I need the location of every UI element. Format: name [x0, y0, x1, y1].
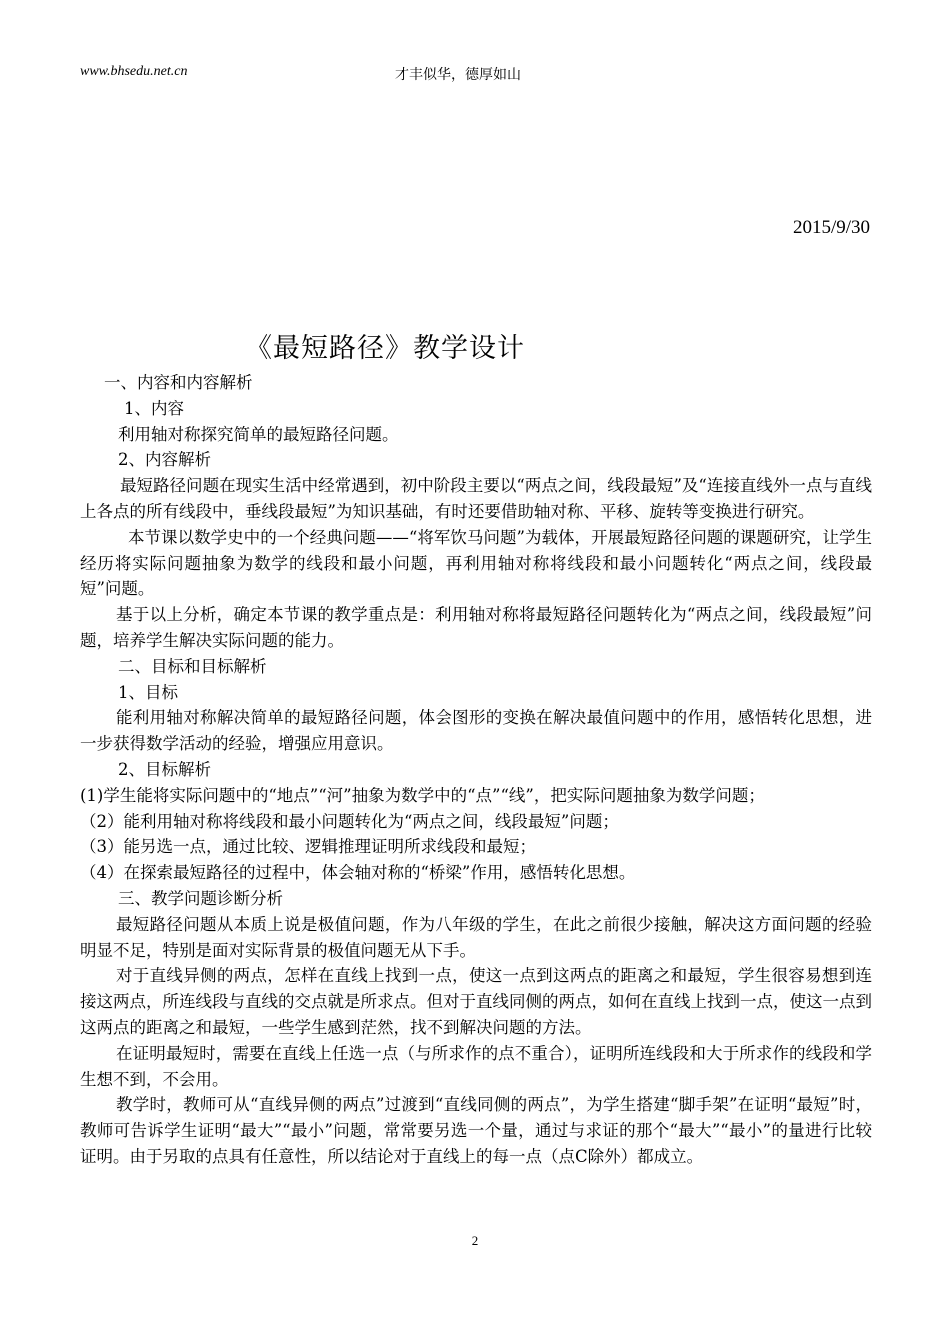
section-1-2-heading: 2、内容解析 — [118, 450, 211, 470]
section-1-heading: 一、内容和内容解析 — [104, 373, 253, 392]
section-1-2-paragraph-1: 最短路径问题在现实生活中经常遇到，初中阶段主要以“两点之间，线段最短”及“连接直线外一点与直线上各点的所有线段中，垂线段最短”为知识基础，有时还要借助轴对称、平移、旋转等变换进行研究。 — [80, 476, 872, 521]
section-1-2-paragraph-3: 基于以上分析，确定本节课的教学重点是：利用轴对称将最短路径问题转化为“两点之间，线段最短”问题，培养学生解决实际问题的能力。 — [80, 605, 872, 650]
section-1-2-paragraph-2: 本节课以数学史中的一个经典问题——“将军饮马问题”为载体，开展最短路径问题的课题研究，让学生经历将实际问题抽象为数学的线段和最小问题，再利用轴对称将线段和最小问题转化“两点之间，线段最短”问题。 — [80, 527, 872, 599]
section-3-paragraph-3: 在证明最短时，需要在直线上任选一点（与所求作的点不重合），证明所连线段和大于所求作的线段和学生想不到，不会用。 — [80, 1043, 872, 1089]
section-1-1-text: 利用轴对称探究简单的最短路径问题。 — [118, 424, 399, 444]
section-3-paragraph-2: 对于直线异侧的两点，怎样在直线上找到一点，使这一点到这两点的距离之和最短，学生很容易想到连接这两点，所连线段与直线的交点就是所求点。但对于直线同侧的两点，如何在直线上找到一点，使这一点到这两点的距离之和最短，一些学生感到茫然，找不到解决问题的方法。 — [80, 966, 872, 1037]
section-3-paragraph-1: 最短路径问题从本质上说是极值问题，作为八年级的学生，在此之前很少接触，解决这方面问题的经验明显不足，特别是面对实际背景的极值问题无从下手。 — [80, 914, 872, 960]
goal-item-3: （3）能另选一点，通过比较、逻辑推理证明所求线段和最短； — [80, 837, 536, 857]
header-url: www.bhsedu.net.cn — [80, 64, 188, 79]
goal-item-4: （4）在探索最短路径的过程中，体会轴对称的“桥梁”作用，感悟转化思想。 — [80, 863, 636, 883]
section-1-1-heading: 1、内容 — [124, 398, 184, 418]
document-body — [80, 370, 872, 1170]
page-number: 2 — [471, 1233, 479, 1248]
section-2-1-text: 能利用轴对称解决简单的最短路径问题，体会图形的变换在解决最值问题中的作用，感悟转化思想，进一步获得数学活动的经验，增强应用意识。 — [80, 708, 872, 754]
section-3-paragraph-4: 教学时，教师可从“直线异侧的两点”过渡到“直线同侧的两点”，为学生搭建“脚手架”在证明“最短”时，教师可告诉学生证明“最大”“最小”问题，常常要另选一个量，通过与求证的那个“最大”“最小”的量进行比较证明。由于另取的点具有任意性，所以结论对于直线上的每一点（点C除外）都成立。 — [80, 1095, 872, 1166]
section-3-heading: 三、教学问题诊断分析 — [118, 888, 283, 908]
header-motto: 才丰似华，德厚如山 — [395, 67, 521, 83]
section-2-2-heading: 2、目标解析 — [118, 759, 211, 779]
document-title: 《最短路径》教学设计 — [245, 333, 525, 364]
section-2-heading: 二、目标和目标解析 — [118, 656, 267, 676]
goal-item-1: (1)学生能将实际问题中的“地点”“河”抽象为数学中的“点”“线”，把实际问题抽象为数学问题； — [80, 785, 765, 805]
section-2-1-heading: 1、目标 — [118, 682, 178, 702]
document-date: 2015/9/30 — [792, 217, 870, 238]
goal-item-2: （2）能利用轴对称将线段和最小问题转化为“两点之间，线段最短”问题； — [80, 811, 619, 831]
